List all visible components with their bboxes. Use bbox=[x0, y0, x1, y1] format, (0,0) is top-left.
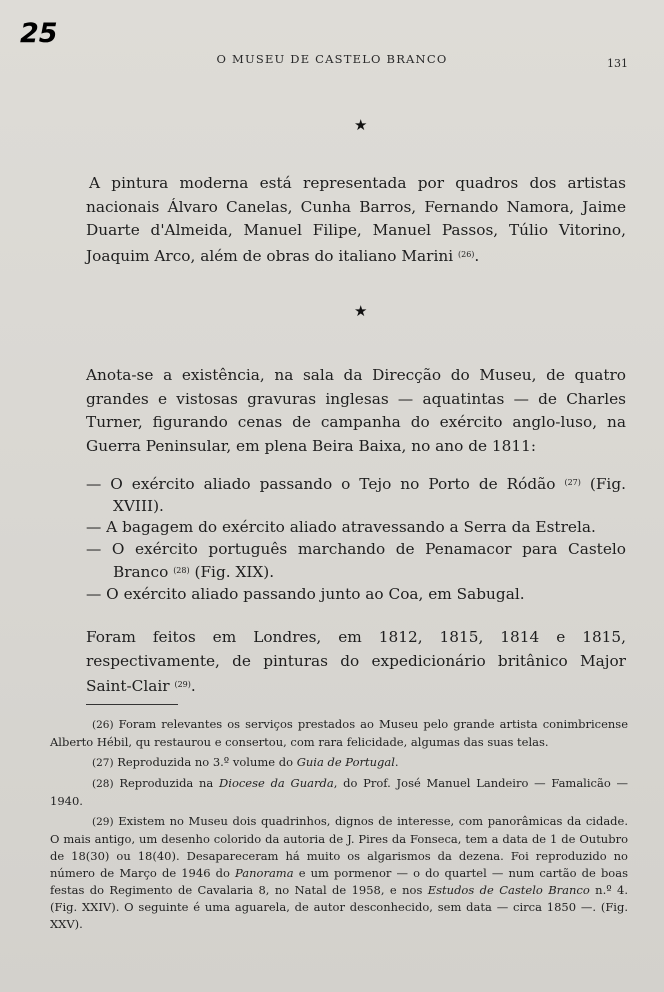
list-dash: — bbox=[86, 584, 102, 603]
footnote-text: Reproduzida na bbox=[119, 776, 220, 790]
footnote-text: Foram relevantes os serviços prestados ao Museu pelo grande artista conimbricense Alberto Hébil, qu restaurou e consertou, com rara felicidade, algumas das suas telas. bbox=[50, 717, 628, 749]
footnote-ref: (29) bbox=[174, 680, 191, 689]
list-item-text: O exército aliado passando junto ao Coa, em Sabugal. bbox=[106, 584, 525, 603]
list-item-text: A bagagem do exército aliado atravessando a Serra da Estrela. bbox=[106, 518, 596, 536]
list-item bbox=[86, 584, 626, 606]
footnote-title: Guia de Portugal bbox=[296, 755, 395, 769]
star-ornament-icon: ★ bbox=[354, 116, 368, 134]
page-number: 131 bbox=[607, 57, 628, 70]
footnote-title: Diocese da Guarda bbox=[219, 776, 334, 790]
footnote-ref: (26) bbox=[457, 249, 475, 259]
footnote-27 bbox=[50, 754, 628, 772]
list-item-after: (Fig. XVIII). bbox=[113, 475, 626, 515]
footnote-text-end: n.º 4. (Fig. XXIV). O seguinte é uma aguarela, de autor desconhecido, sem data — circa 1850 —. (Fig. XXV). bbox=[50, 883, 628, 931]
star-ornament-icon: ★ bbox=[354, 302, 368, 320]
footnote-text-end: . bbox=[394, 755, 399, 769]
footnote-ref: (27) bbox=[564, 478, 581, 487]
paragraph-end: . bbox=[190, 677, 196, 695]
list-dash: — bbox=[86, 518, 102, 536]
footnote-28 bbox=[50, 775, 628, 810]
list-item bbox=[86, 539, 626, 584]
footnote-text: Existem no Museu dois quadrinhos, dignos de interesse, com panorâmicas da cidade. O mais antigo, um desenho colorido da autoria de J. Pires da Fonseca, tem a data de 1 de Outubro de 18(30) ou 18(40). Desapareceram há muito os algarismos da dezena. Foi reproduzido no número de Março de 1946 do bbox=[50, 814, 628, 880]
footnote-divider bbox=[86, 704, 178, 705]
list-dash: — bbox=[86, 475, 102, 493]
paragraph-engravings bbox=[86, 364, 626, 458]
list-item bbox=[86, 472, 626, 517]
footnote-text-end: , do Prof. José Manuel Landeiro — Famalicão — 1940. bbox=[50, 776, 629, 808]
page-mark: 25 bbox=[20, 18, 58, 49]
paragraph-end: . bbox=[474, 246, 480, 265]
footnote-ref: (28) bbox=[173, 566, 190, 575]
paragraph-text: Anota-se a existência, na sala da Direcção do Museu, de quatro grandes e vistosas gravuras inglesas — aquatintas — de Charles Turner, figurando cenas de campanha do exército anglo-luso, na Guerra Peninsular, em plena Beira Baixa, no ano de 1811: bbox=[86, 366, 626, 455]
footnote-title: Estudos de Castelo Branco bbox=[427, 883, 590, 897]
list-item-text: O exército aliado passando o Tejo no Porto de Ródão bbox=[110, 475, 556, 493]
footnote-26 bbox=[50, 716, 628, 751]
footnote-title: Panorama bbox=[235, 866, 294, 880]
paragraph-text: A pintura moderna está representada por quadros dos artistas nacionais Álvaro Canelas, Cunha Barros, Fernando Namora, Jaime Duarte d'Almeida, Manuel Filipe, Manuel Passos, Túlio Vitorino, Joaquim Arco, além de obras do italiano Marini bbox=[86, 174, 626, 265]
footnote-29 bbox=[50, 813, 628, 933]
footnote-number: (26) bbox=[92, 719, 114, 731]
footnotes bbox=[50, 716, 628, 936]
footnote-text: Reproduzida no 3.º volume do bbox=[117, 755, 297, 769]
footnote-number: (28) bbox=[92, 778, 114, 790]
list-item-after: (Fig. XIX). bbox=[189, 563, 275, 581]
list-item-text: O exército português marchando de Penamacor para Castelo Branco bbox=[111, 539, 626, 581]
footnote-number: (29) bbox=[92, 816, 114, 828]
paragraph-text: Foram feitos em Londres, em 1812, 1815, 1814 e 1815, respectivamente, de pinturas do expedicionário britânico Major Saint-Clair bbox=[86, 628, 626, 695]
footnote-number: (27) bbox=[92, 757, 114, 769]
paragraph-modern-painting bbox=[86, 172, 626, 268]
engravings-list bbox=[86, 472, 626, 605]
paragraph-london bbox=[86, 626, 626, 699]
list-dash: — bbox=[86, 539, 102, 558]
running-head: O MUSEU DE CASTELO BRANCO bbox=[216, 52, 448, 66]
footnote-text-mid: e um pormenor — o do quartel — num cartão de boas festas do Regimento de Cavalaria 8, no Natal de 1958, e nos bbox=[50, 866, 628, 897]
list-item bbox=[86, 517, 626, 539]
